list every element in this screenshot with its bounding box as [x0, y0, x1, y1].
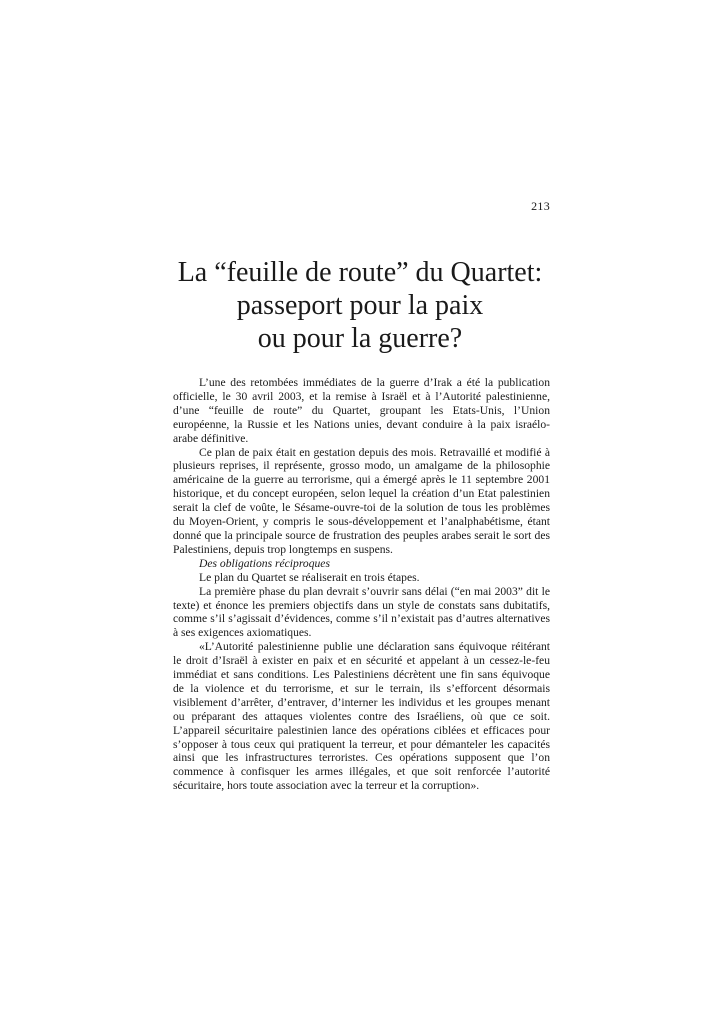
page-number: 213 [531, 199, 550, 213]
section-heading: Des obligations réciproques [199, 556, 330, 570]
title-line-1: La “feuille de route” du Quartet: [177, 257, 543, 288]
title-line-3: ou pour la guerre? [257, 323, 463, 354]
article-body [173, 376, 550, 793]
title-line-2: passeport pour la paix [236, 290, 484, 321]
body-paragraph: Le plan du Quartet se réaliserait en trois étapes. [199, 570, 420, 584]
body-paragraph: L’une des retombées immédiates de la guerre d’Irak a été la publication officielle, le 30 avril 2003, et la remise à Israël et à l’Autorité palestinienne, d’une “feuille de route” du Quartet, groupant les Etats-Unis, l’Union européenne, la Russie et les Nations unies, devant conduire à la paix israélo-arabe définitive. [173, 376, 550, 445]
article-title [160, 256, 560, 355]
body-paragraph: Ce plan de paix était en gestation depuis des mois. Retravaillé et modifié à plusieurs reprises, il représente, grosso modo, un amalgame de la philosophie américaine de la guerre au terrorisme, qui a émergé après le 11 septembre 2001 historique, et du concept européen, selon lequel la création d’un Etat palestinien serait la clef de voûte, le Sésame-ouvre-toi de la solution de tous les problèmes du Moyen-Orient, y compris le sous-développement et l’analphabétisme, étant donné que la principale source de frustration des peuples arabes serait le sort des Palestiniens, depuis trop longtemps en suspens. [173, 445, 550, 556]
body-paragraph: «L’Autorité palestinienne publie une déclaration sans équivoque réitérant le droit d’Israël à exister en paix et en sécurité et appelant à un cessez-le-feu immédiat et sans conditions. Les Palestiniens décrètent une fin sans équivoque de la violence et du terrorisme, et sur le terrain, ils s’efforcent désormais visiblement d’arrêter, d’entraver, d’interner les individus et les groupes menant ou préparant des attaques violentes contre des Israéliens, où que ce soit. L’appareil sécuritaire palestinien lance des opérations ciblées et efficaces pour s’opposer à tous ceux qui pratiquent la terreur, et pour démanteler les capacités ainsi que les infrastructures terroristes. Ces opérations supposent que l’on commence à confisquer les armes illégales, et que soit renforcée l’autorité sécuritaire, hors toute association avec la terreur et la corruption». [173, 640, 550, 793]
body-paragraph: La première phase du plan devrait s’ouvrir sans délai (“en mai 2003” dit le texte) et énonce les premiers objectifs dans un style de constats sans dubitatifs, comme s’il s’agissait d’évidences, comme s’il n’existait pas d’autres alternatives à ses exigences axiomatiques. [173, 584, 550, 640]
